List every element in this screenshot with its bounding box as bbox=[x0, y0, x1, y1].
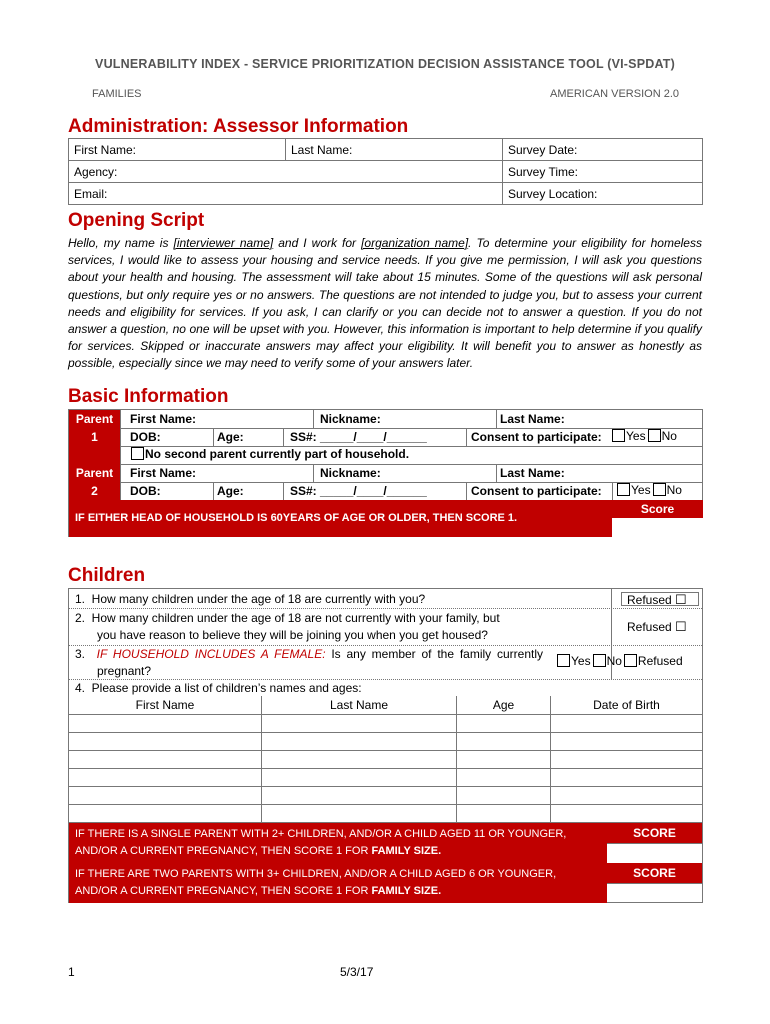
parent1-age-field[interactable]: Age: bbox=[217, 430, 244, 444]
email-field[interactable]: Email: bbox=[69, 183, 503, 205]
parent2-consent-options: Yes No bbox=[617, 483, 682, 497]
parent1-ss-field[interactable]: SS#: _____/____/______ bbox=[290, 430, 427, 444]
q3-no-checkbox[interactable] bbox=[593, 654, 606, 667]
table-row bbox=[69, 804, 703, 822]
two-parent-scoring-rule: IF THERE ARE TWO PARENTS WITH 3+ CHILDREN, AND/OR A CHILD AGED 6 OR YOUNGER, AND/OR A CURRENT PREGNANCY, THEN SCORE 1 FOR FAMILY SIZE. bbox=[69, 863, 607, 903]
col-dob: Date of Birth bbox=[551, 696, 703, 714]
single-parent-score-box[interactable] bbox=[607, 843, 702, 864]
col-last-name: Last Name bbox=[262, 696, 457, 714]
single-parent-scoring-rule: IF THERE IS A SINGLE PARENT WITH 2+ CHILDREN, AND/OR A CHILD AGED 11 OR YOUNGER, AND/OR A CURRENT PREGNANCY, THEN SCORE 1 FOR FAMILY SIZE. bbox=[69, 823, 607, 863]
children-heading: Children bbox=[68, 565, 146, 586]
table-row bbox=[69, 786, 703, 804]
parent1-consent-no-checkbox[interactable] bbox=[648, 429, 661, 442]
table-row bbox=[69, 768, 703, 786]
parent2-consent-yes-checkbox[interactable] bbox=[617, 483, 630, 496]
parent1-dob-field[interactable]: DOB: bbox=[130, 430, 161, 444]
basic-heading: Basic Information bbox=[68, 386, 229, 407]
parent1-number: 1 bbox=[91, 430, 98, 444]
parent1-label: Parent bbox=[75, 412, 114, 426]
parent2-dob-field[interactable]: DOB: bbox=[130, 484, 161, 498]
parent2-number: 2 bbox=[91, 484, 98, 498]
parent1-last-name-field[interactable]: Last Name: bbox=[500, 412, 565, 426]
page-number: 1 bbox=[68, 965, 75, 979]
opening-heading: Opening Script bbox=[68, 210, 205, 231]
version-left: FAMILIES bbox=[92, 88, 142, 100]
survey-time-field[interactable]: Survey Time: bbox=[503, 161, 703, 183]
agency-field[interactable]: Agency: bbox=[69, 161, 503, 183]
basic-info-box bbox=[68, 409, 703, 537]
children-box bbox=[68, 588, 703, 903]
age-score-label: Score bbox=[612, 500, 703, 518]
col-first-name: First Name bbox=[69, 696, 262, 714]
parent1-consent-options: Yes No bbox=[612, 429, 677, 443]
document-title: VULNERABILITY INDEX - SERVICE PRIORITIZATION DECISION ASSISTANCE TOOL (VI-SPDAT) bbox=[95, 57, 675, 71]
assessor-first-name-field[interactable]: First Name: bbox=[69, 139, 286, 161]
parent2-consent-no-checkbox[interactable] bbox=[653, 483, 666, 496]
survey-date-field[interactable]: Survey Date: bbox=[503, 139, 703, 161]
parent2-age-field[interactable]: Age: bbox=[217, 484, 244, 498]
parent1-first-name-field[interactable]: First Name: bbox=[130, 412, 197, 426]
two-parent-score-box[interactable] bbox=[607, 883, 702, 903]
q3-yes-checkbox[interactable] bbox=[557, 654, 570, 667]
parent2-first-name-field[interactable]: First Name: bbox=[130, 466, 197, 480]
organization-name-placeholder: [organization name] bbox=[361, 236, 469, 250]
q2-refused-checkbox[interactable]: ☐ bbox=[675, 619, 687, 634]
question-2: 2. How many children under the age of 18 are not currently with your family, but you have reason to believe they will be joining you when you get housed? bbox=[75, 611, 500, 642]
footer-date: 5/3/17 bbox=[340, 965, 374, 979]
admin-heading: Administration: Assessor Information bbox=[68, 116, 409, 137]
age-scoring-rule: IF EITHER HEAD OF HOUSEHOLD IS 60YEARS OF AGE OR OLDER, THEN SCORE 1. bbox=[69, 500, 612, 537]
parent2-ss-field[interactable]: SS#: _____/____/______ bbox=[290, 484, 427, 498]
parent-labels bbox=[69, 410, 120, 500]
parent1-consent-label: Consent to participate: bbox=[471, 430, 602, 444]
survey-location-field[interactable]: Survey Location: bbox=[503, 183, 703, 205]
q1-refused-option: Refused ☐ bbox=[627, 592, 687, 607]
q3-refused-checkbox[interactable] bbox=[624, 654, 637, 667]
question-3: 3. IF HOUSEHOLD INCLUDES A FEMALE: Is any member of the family currently pregnant? bbox=[75, 647, 543, 678]
assessor-last-name-field[interactable]: Last Name: bbox=[286, 139, 503, 161]
parent2-last-name-field[interactable]: Last Name: bbox=[500, 466, 565, 480]
question-1: 1. How many children under the age of 18 are currently with you? bbox=[75, 592, 426, 606]
table-row bbox=[69, 732, 703, 750]
version-right: AMERICAN VERSION 2.0 bbox=[550, 88, 679, 100]
parent1-nickname-field[interactable]: Nickname: bbox=[320, 412, 381, 426]
q1-refused-checkbox[interactable]: ☐ bbox=[675, 592, 687, 607]
single-parent-score-label: SCORE bbox=[607, 823, 702, 843]
table-row bbox=[69, 714, 703, 732]
two-parent-score-label: SCORE bbox=[607, 863, 702, 883]
q3-options: Yes No Refused bbox=[557, 654, 683, 668]
parent2-nickname-field[interactable]: Nickname: bbox=[320, 466, 381, 480]
interviewer-name-placeholder: [interviewer name] bbox=[173, 236, 274, 250]
question-4: 4. Please provide a list of children’s names and ages: bbox=[75, 681, 362, 695]
parent2-consent-label: Consent to participate: bbox=[471, 484, 602, 498]
col-age: Age bbox=[457, 696, 551, 714]
no-second-parent-option: No second parent currently part of household. bbox=[131, 447, 409, 461]
age-score-box[interactable] bbox=[612, 518, 703, 537]
admin-table bbox=[68, 138, 703, 205]
q2-refused-option: Refused ☐ bbox=[627, 619, 687, 634]
no-second-parent-checkbox[interactable] bbox=[131, 447, 144, 460]
children-list-table bbox=[68, 696, 703, 823]
parent1-consent-yes-checkbox[interactable] bbox=[612, 429, 625, 442]
parent2-label: Parent bbox=[75, 466, 114, 480]
opening-script-text: Hello, my name is [interviewer name] and I work for [organization name]. To determine your eligibility for homeless services, I would like to assess your housing and service needs. If you give me permission, I will ask you questions about your health and housing. The assessment will take about 15 minutes. Some of the questions will ask personal questions, but only require yes or no answers. The questions are not intended to judge you, but to assess your current needs and eligibility for services. If you ask, I can clarify or you can decide not to answer a question. If you do not answer a question, no one will be upset with you. However, this information is important to help determine if you qualify for services. Skipped or inaccurate answers may affect your eligibility. It will benefit you to answer as honestly as possible, especially since we may need to verify some of your answers later. bbox=[68, 236, 702, 371]
table-row bbox=[69, 750, 703, 768]
